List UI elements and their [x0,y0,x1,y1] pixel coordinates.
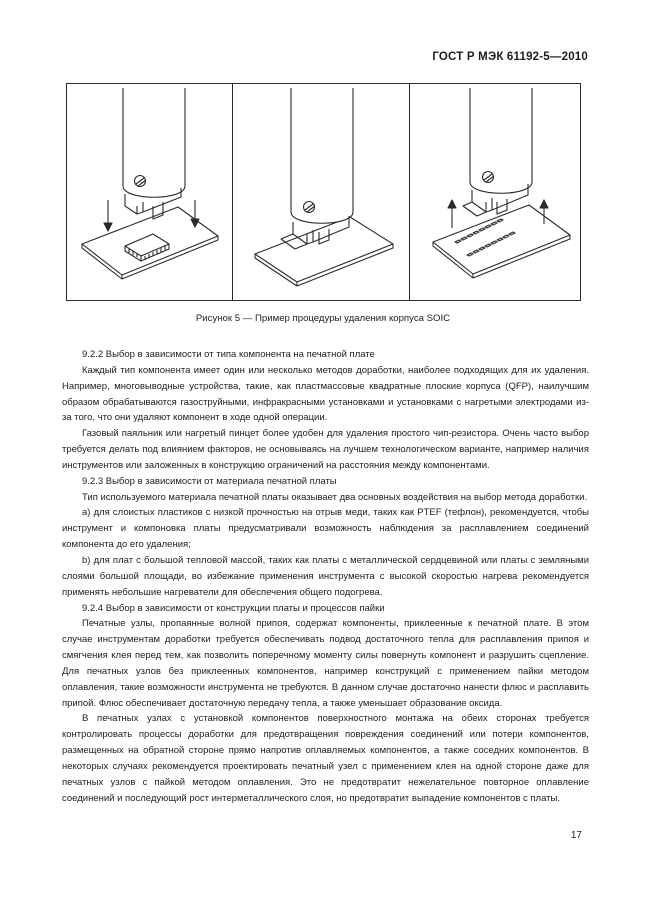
figure-drawing [67,84,582,302]
section-heading-9-2-3: 9.2.3 Выбор в зависимости от материала печатной платы [82,475,337,487]
page-number: 17 [570,830,582,841]
list-item-a: а) для слоистых пластиков с низкой прочностью на отрыв меди, таких как PTEF (тефлон), рекомендуется, чтобы инструмент и компоновка платы предусматривали возможность наблюдения за расплавлением соединений компонента до его удаления; [62,507,589,551]
paragraph: Каждый тип компонента имеет один или несколько методов доработки, наиболее подходящих для их удаления. Например, многовыводные устройства, такие, как пластмассовые квадратные плоские корпуса (QFP), наилучшим образом обрабатываются газоструйными, инфракрасными установками и установками с нагретыми электродами из-за того, что они удаляют компонент в ходе одной операции. [62,364,589,424]
section-heading-9-2-4: 9.2.4 Выбор в зависимости от конструкции платы и процессов пайки [82,602,385,614]
paragraph: Печатные узлы, пропаянные волной припоя, содержат компоненты, приклеенные к печатной плате. В этом случае инструментам доработки требуется обеспечивать подвод достаточного тепла для расплавления припоя и смягчения клея перед тем, как позволить поперечному моменту силы повернуть компонент и разрушить сцепление. Для печатных узлов без приклеенных компонентов, например конструкций с применением пайки методом оплавления, такие возможности инструмента не требуются. В данном случае достаточно нанести флюс и расплавить припой. Флюс обеспечивает достаточную передачу тепла, а также уменьшает образование оксида. [62,618,589,709]
paragraph: Тип используемого материала печатной платы оказывает два основных воздействия на выбор метода доработки. [82,491,588,503]
panel-2-tool-engaged [255,88,393,286]
document-header: ГОСТ Р МЭК 61192-5—2010 [432,51,588,63]
paragraph: В печатных узлах с установкой компонентов поверхностного монтажа на обеих сторонах требуется контролировать процессы доработки для предотвращения повреждения соединений или потери компонентов, размещенных на обратной стороне прямо напротив оплавляемых компонентов, а также соседних компонентов. В некоторых случаях рекомендуется проектировать печатный узел с применением клея на одной стороне даже для печатных узлов с пайкой методом оплавления. Это не предотвратит нежелательное повторное оплавление соединений и последующий рост интерметаллического слоя, но предотвратит выпадение компонентов с платы. [62,713,589,804]
figure-5-illustration [66,83,581,301]
body-text [62,347,589,806]
figure-caption: Рисунок 5 — Пример процедуры удаления корпуса SOIC [195,313,451,324]
section-heading-9-2-2: 9.2.2 Выбор в зависимости от типа компонента на печатной плате [82,349,375,360]
list-item-b: b) для плат с большой тепловой массой, таких как платы с металлической сердцевиной или платы с земляными слоями большой площади, во избежание применения инструмента с высокой скоростью нагрева рекомендуется применять небольшие нагреватели для обеспечения общего подогрева. [62,554,589,598]
panel-1-lower-tool [82,88,218,279]
panel-3-lift-component [433,88,570,278]
paragraph: Газовый паяльник или нагретый пинцет более удобен для удаления простого чип-резистора. Очень часто выбор требуется делать под влиянием факторов, не основываясь на лучшем технологическом варианте, например наличия инструментов или заложенных в конструкцию ограничений на расстояния между компонентами. [62,428,589,471]
